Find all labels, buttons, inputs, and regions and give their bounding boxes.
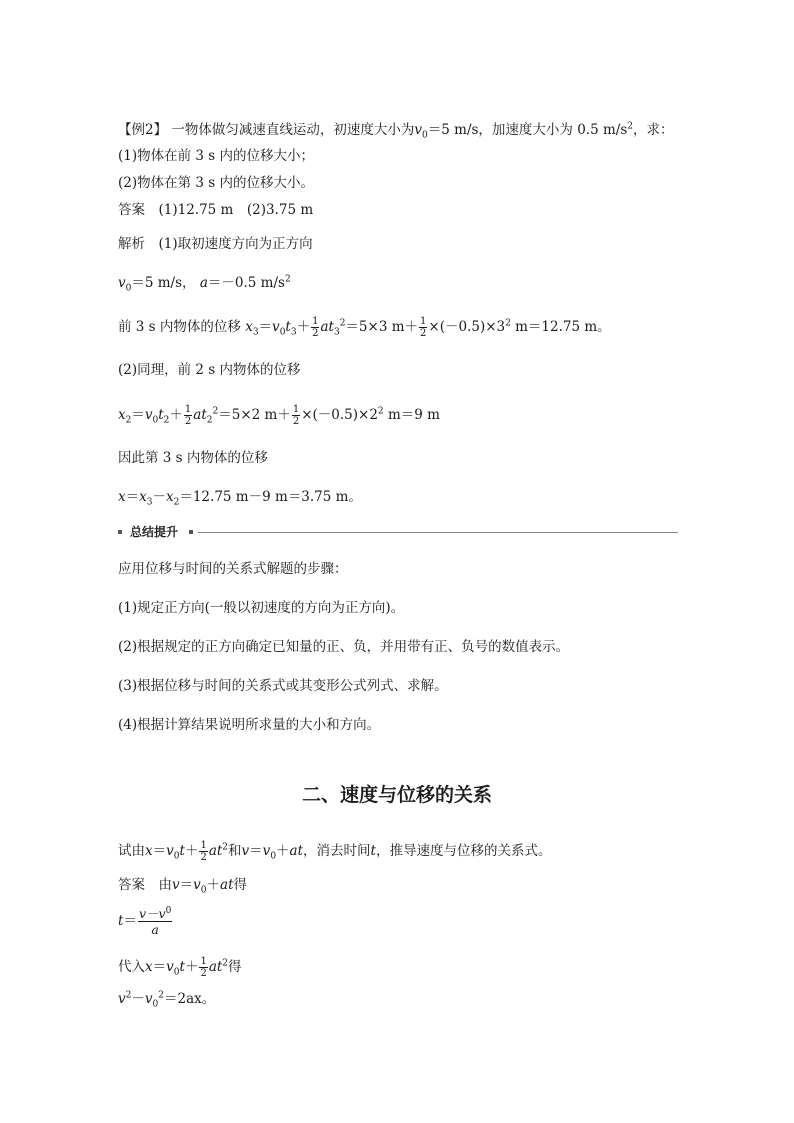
displacement-2s-equation: $x_2=v_0t_2+$ $\frac{1}{2}$ $at_2^2=5\times 2$ m＋ $\frac{1}{2}$ $\times(-0.5)\times 2^2$ m＝9 m xyxy=(118,404,440,427)
substitution-line: 代入$x=v_0t+$ $\frac{1}{2}$ $at^2$得 xyxy=(118,956,242,979)
question-2: (2)物体在第 3 s 内的位移大小。 xyxy=(118,175,315,191)
step-2-line: (2)同理，前 2 s 内物体的位移 xyxy=(118,362,301,378)
summary-step: (2)根据规定的正方向确定已知量的正、负，并用带有正、负号的数值表示。 xyxy=(118,639,570,655)
example-tag: 【例2】 xyxy=(118,122,168,138)
summary-step: (4)根据计算结果说明所求量的大小和方向。 xyxy=(118,717,381,733)
fraction-half: $\frac{1}{2}$ xyxy=(312,316,319,339)
answer-label: 答案 xyxy=(118,202,145,218)
fraction-half: $\frac{1}{2}$ xyxy=(200,840,207,863)
time-expression: t＝ $\frac{v-v^0}{a}$ xyxy=(118,905,172,937)
bullet-square-icon xyxy=(118,530,122,534)
derivation-answer: 答案 由$v=v_0+at$得 xyxy=(118,877,247,896)
summary-step: (1)规定正方向(一般以初速度的方向为正方向)。 xyxy=(118,600,405,616)
analysis-label: 解析 xyxy=(118,236,145,252)
third-second-result: $x=x_3-x_2=12.75$ m－9 m＝3.75 m。 xyxy=(118,489,362,508)
fraction-half: $\frac{1}{2}$ xyxy=(420,316,427,339)
bullet-square-icon xyxy=(189,530,193,534)
summary-header xyxy=(118,524,678,540)
answer-text: (1)12.75 m (2)3.75 m xyxy=(158,202,314,218)
answer-line xyxy=(118,201,313,219)
answer-label: 答案 xyxy=(118,877,145,893)
fraction-half: $\frac{1}{2}$ xyxy=(184,404,192,427)
final-relation: $v^2-v_0^2=2ax$。 xyxy=(118,990,216,1010)
question-1: (1)物体在前 3 s 内的位移大小； xyxy=(118,148,315,164)
analysis-line: 解析 (1)取初速度方向为正方向 xyxy=(118,236,313,252)
divider xyxy=(198,532,678,533)
time-fraction: $\frac{v-v^0}{a}$ xyxy=(138,905,172,937)
fraction-half: $\frac{1}{2}$ xyxy=(200,956,207,979)
summary-step: (3)根据位移与时间的关系式或其变形公式列式、求解。 xyxy=(118,678,448,694)
summary-label: 总结提升 xyxy=(130,525,179,539)
fraction-half: $\frac{1}{2}$ xyxy=(292,404,300,427)
summary-intro: 应用位移与时间的关系式解题的步骤： xyxy=(118,561,348,577)
given-values: $v_0=5$ m/s， a＝－0.5 $m/s^2$ xyxy=(118,274,291,294)
example-problem: 【例2】 一物体做匀减速直线运动，初速度大小为$v_0=5$ m/s，加速度大小为 0.5 $m/s^2$，求： xyxy=(118,121,674,141)
third-second-line: 因此第 3 s 内物体的位移 xyxy=(118,450,268,466)
displacement-3s-equation: 前 3 s 内物体的位移 $x_3=v_0t_3+$ $\frac{1}{2}$ $at_3^2=5\times 3$ m＋ $\frac{1}{2}$ $\times(-0.5)\times 3^2$ m＝12.75 m。 xyxy=(118,316,611,339)
section-title: 二、速度与位移的关系 xyxy=(301,784,492,806)
derivation-question: 试由$x=v_0t+$ $\frac{1}{2}$ $at^2$和$v=v_0+at$，消去时间t，推导速度与位移的关系式。 xyxy=(118,840,552,863)
